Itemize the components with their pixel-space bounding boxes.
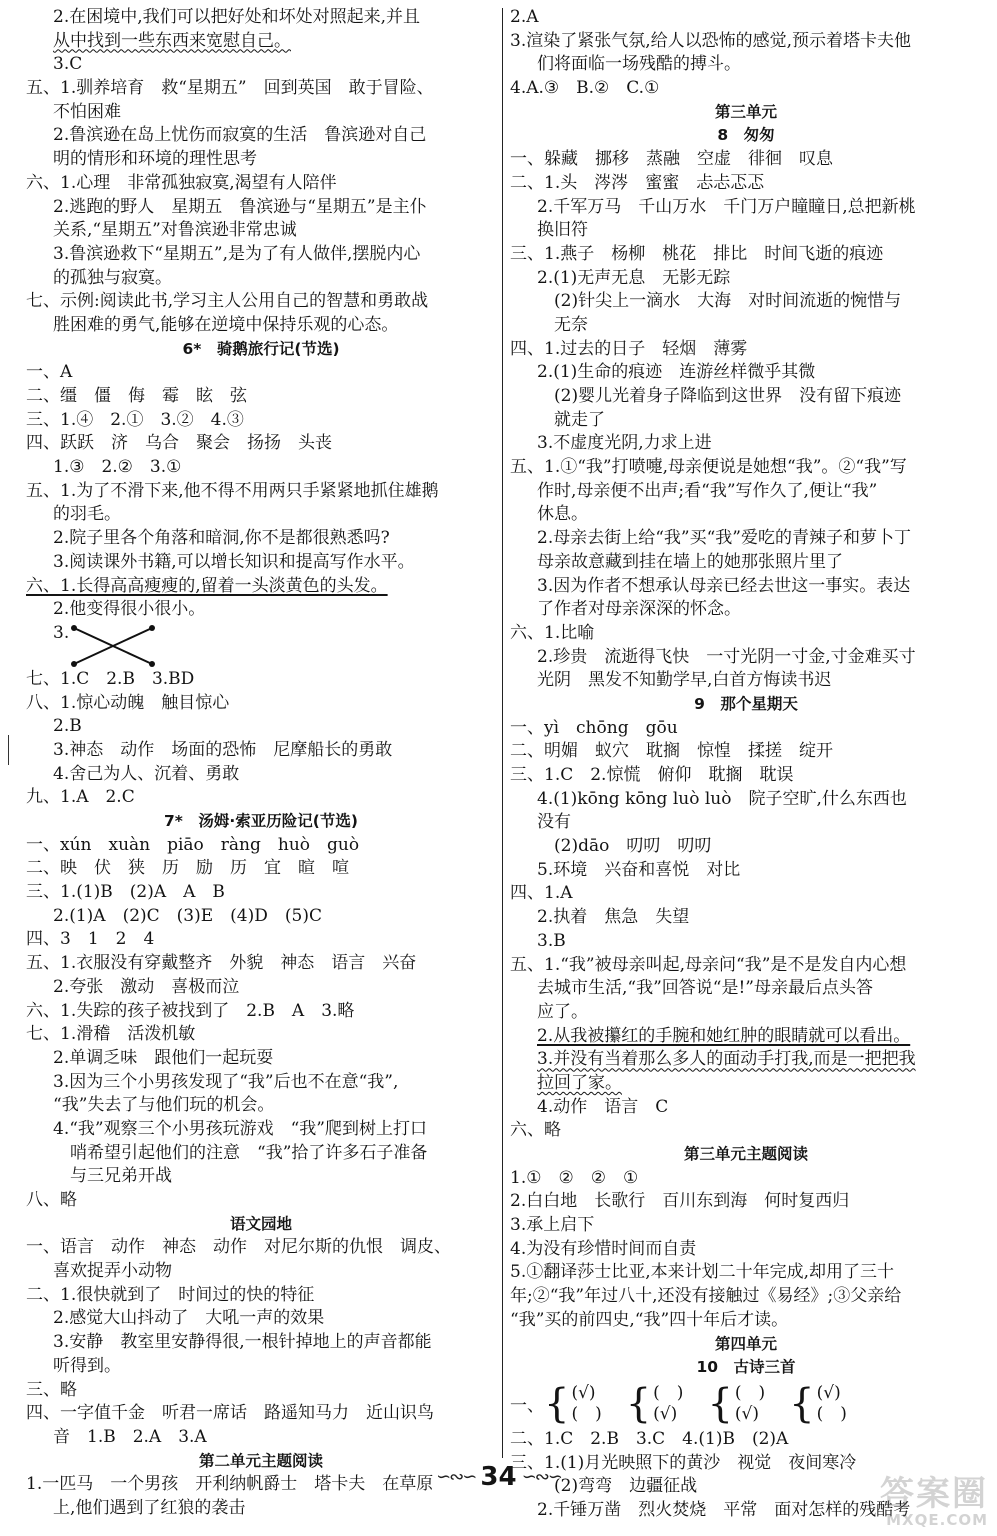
brace-icon: { <box>789 1380 815 1427</box>
answer-line: 明的情形和环境的理性思考 <box>53 149 257 170</box>
answer-line: 二、映 伏 狭 历 励 历 宜 暄 喧 <box>26 858 349 879</box>
brace-choice: (√) <box>653 1403 678 1424</box>
answer-line: 3.因为作者不想承认母亲已经去世这一事实。表达 <box>537 575 911 596</box>
answer-line: 音 1.B 2.A 3.A <box>53 1426 207 1447</box>
section-heading: 9 那个星期天 <box>694 694 798 713</box>
answer-line: 3.渲染了紧张气氛,给人以恐怖的感觉,预示着塔卡夫他 <box>510 30 912 51</box>
answer-line: 拉回了家。 <box>537 1072 622 1093</box>
answer-line: 2.夸张 激动 喜极而泣 <box>53 976 240 997</box>
section-heading: 8 匆匆 <box>717 126 775 145</box>
section-heading: 第二单元主题阅读 <box>198 1451 323 1470</box>
answer-line: 4.动作 语言 C <box>537 1096 669 1117</box>
answer-line: 了作者对母亲深深的怀念。 <box>537 599 741 620</box>
ornament-right-icon: ∽∾∽ <box>521 1466 561 1488</box>
matching-label: 3. <box>53 622 70 643</box>
brace-choice: ( ) <box>816 1403 847 1424</box>
cross-lines-icon <box>68 624 168 668</box>
answer-line: 2.白白地 长歌行 百川东到海 何时复西归 <box>510 1191 850 1212</box>
page-number: 34 <box>480 1462 517 1492</box>
answer-line: 1.① ② ② ① <box>510 1167 639 1188</box>
brace-choice: (√) <box>734 1403 759 1424</box>
brace-icon: { <box>625 1380 652 1427</box>
answer-line: 二、1.头 涔涔 蜜蜜 忐忐忑忑 <box>510 172 765 193</box>
answer-line: 2.母亲去街上给“我”买“我”爱吃的青辣子和萝卜丁 <box>537 528 911 549</box>
section-heading: 第三单元主题阅读 <box>683 1145 808 1163</box>
answer-line: 四、3 1 2 4 <box>26 929 155 950</box>
answer-line: 3.鲁滨逊救下“星期五”,是为了有人做伴,摆脱内心 <box>53 243 421 264</box>
answer-line: 六、1.比喻 <box>510 622 595 643</box>
answer-line: 六、1.失踪的孩子被找到了 2.B A 3.略 <box>26 1000 355 1021</box>
answer-line: 就走了 <box>554 409 605 430</box>
answer-line: 四、1.A <box>510 883 573 904</box>
answer-line: 作时,母亲便不出声;看“我”写作久了,便让“我” <box>537 480 878 501</box>
answer-line: 七、1.C 2.B 3.BD <box>26 668 195 689</box>
answer-line: 5.环境 兴奋和喜悦 对比 <box>537 859 741 880</box>
answer-line: 二、1.C 2.B 3.C 4.(1)B (2)A <box>510 1428 789 1449</box>
brace-group <box>544 1380 602 1427</box>
answer-line: 母亲故意藏到挂在墙上的她那张照片里了 <box>537 551 843 572</box>
answer-line: (2)弯弯 边疆征战 <box>554 1476 698 1497</box>
answer-line: “我”失去了与他们玩的机会。 <box>53 1095 275 1116</box>
answer-line: 上,他们遇到了红狼的袭击 <box>53 1497 246 1518</box>
answer-line: 2.A <box>510 7 539 27</box>
answer-line: 四、1.过去的日子 轻烟 薄雾 <box>510 338 748 359</box>
answer-line: 2.(1)无声无息 无影无踪 <box>537 267 731 288</box>
answer-line: 的羽毛。 <box>53 504 121 525</box>
answer-line: 4.舍己为人、沉着、勇敢 <box>53 763 240 784</box>
answer-line: 三、1.④ 2.① 3.② 4.③ <box>26 409 244 430</box>
answer-line: 七、示例:阅读此书,学习主人公用自己的智慧和勇敢战 <box>26 291 429 312</box>
answer-line: 4.为没有珍惜时间而自责 <box>510 1238 697 1259</box>
answer-line: 3.神态 动作 场面的恐怖 尼摩船长的勇敢 <box>53 739 393 760</box>
answer-line: 4.A.③ B.② C.① <box>510 78 660 99</box>
answer-line: 六、略 <box>510 1120 561 1141</box>
answer-line: 3.因为三个小男孩发现了“我”后也不在意“我”, <box>53 1071 399 1092</box>
answer-line: 五、1.为了不滑下来,他不得不用两只手紧紧地抓住雄鹅 <box>26 480 439 501</box>
answer-line: 3.安静 教室里安静得很,一根针掉地上的声音都能 <box>53 1332 432 1353</box>
answer-line: (2)dāo 叨叨 叨叨 <box>554 836 712 857</box>
answer-line: 四、跃跃 济 乌合 聚会 扬扬 头丧 <box>26 433 332 454</box>
answer-line: 二、明媚 蚁穴 耽搁 惊惶 揉搓 绽开 <box>510 741 833 762</box>
watermark-logo <box>798 1476 988 1532</box>
brace-prefix: 一、 <box>510 1396 544 1417</box>
answer-line: 关系,“星期五”对鲁滨逊非常忠诚 <box>53 220 297 241</box>
answer-line: 4.(1)kōng kōng luò luò 院子空旷,什么东西也 <box>537 788 907 809</box>
answer-line: 喜欢捉弄小动物 <box>53 1261 172 1282</box>
answer-line: 五、1.①“我”打喷嚏,母亲便说是她想“我”。②“我”写 <box>510 457 907 478</box>
answer-line: 哨希望引起他们的注意 “我”拾了许多石子准备 <box>70 1142 428 1163</box>
answer-line: 六、1.长得高高瘦瘦的,留着一头淡黄色的头发。 <box>26 575 388 596</box>
answer-line: 1.③ 2.② 3.① <box>53 457 182 478</box>
answer-line: 九、1.A 2.C <box>26 787 135 808</box>
answer-line: 3.阅读课外书籍,可以增长知识和提高写作水平。 <box>53 551 415 572</box>
brace-group <box>707 1380 766 1427</box>
answer-line: 2.千军万马 千山万水 千门万户瞳瞳日,总把新桃 <box>537 196 916 217</box>
brace-choice: (√) <box>816 1382 841 1403</box>
answer-line: 去城市生活,“我”回答说“是!”母亲最后点头答 <box>537 978 873 999</box>
brace-answers <box>510 1380 982 1428</box>
answer-line: 一、语言 动作 神态 动作 对尼尔斯的仇恨 调皮、 <box>26 1237 451 1258</box>
left-column <box>26 6 496 1518</box>
answer-line: 二、缰 僵 侮 霉 眩 弦 <box>26 386 247 406</box>
section-heading: 6* 骑鹅旅行记(节选) <box>182 339 340 358</box>
answer-line: (2)针尖上一滴水 大海 对时间流逝的惋惜与 <box>554 291 902 312</box>
answer-line: 2.院子里各个角落和暗洞,你不是都很熟悉吗? <box>53 528 390 549</box>
answer-line: 八、1.惊心动魄 触目惊心 <box>26 692 230 713</box>
brace-choice: (√) <box>571 1382 596 1403</box>
answer-line: 一、xún xuàn piāo ràng huò guò <box>26 834 360 855</box>
brace-choice: ( ) <box>734 1382 766 1403</box>
answer-line: 三、1.(1)月光映照下的黄沙 视觉 夜间寒冷 <box>510 1452 857 1473</box>
answer-line: 应了。 <box>537 1001 588 1022</box>
section-heading: 语文园地 <box>229 1214 292 1233</box>
answer-line: 三、1.(1)B (2)A A B <box>26 882 225 903</box>
ornament-left-icon: ∽∾∽ <box>436 1466 476 1488</box>
brace-choice: ( ) <box>571 1403 602 1424</box>
answer-line: 休息。 <box>537 504 588 525</box>
answer-line: 二、1.很快就到了 时间过的快的特征 <box>26 1284 315 1305</box>
answer-line: 4.“我”观察三个小男孩玩游戏 “我”爬到树上打口 <box>53 1118 427 1139</box>
section-heading: 第四单元 <box>714 1334 777 1353</box>
margin-mark <box>8 735 9 765</box>
answer-line: 三、1.燕子 杨柳 桃花 排比 时间飞逝的痕迹 <box>510 243 884 264</box>
answer-line: 2.他变得很小很小。 <box>53 599 206 620</box>
section-heading: 10 古诗三首 <box>696 1358 796 1377</box>
answer-line: 3.B <box>537 930 566 951</box>
answer-line: 不怕困难 <box>53 101 121 122</box>
answer-line: 无奈 <box>554 314 588 335</box>
answer-line: 七、1.滑稽 活泼机敏 <box>26 1024 196 1045</box>
watermark-url: MXQE.COM <box>886 1511 988 1529</box>
answer-line: 五、1.衣服没有穿戴整齐 外貌 神态 语言 兴奋 <box>26 953 417 974</box>
answer-line: 五、1.“我”被母亲叫起,母亲问“我”是不是发自内心想 <box>510 954 907 975</box>
answer-line: 2.单调乏味 跟他们一起玩耍 <box>53 1047 274 1068</box>
section-heading: 第三单元 <box>714 102 777 121</box>
answer-line: 年;②“我”年过八十,还没有接触过《易经》;③父亲给 <box>510 1286 902 1307</box>
watermark-text: 答案圈 <box>880 1474 988 1514</box>
answer-line: 2.千锤万凿 烈火焚烧 平常 面对怎样的残酷考 <box>537 1499 911 1520</box>
answer-line: 3.并没有当着那么多人的面动手打我,而是一把把我 <box>537 1049 916 1070</box>
brace-choice: ( ) <box>653 1382 684 1403</box>
answer-line: 四、一字值千金 听君一席话 路遥知马力 近山识鸟 <box>26 1403 434 1424</box>
answer-line: 1.一匹马 一个男孩 开利纳帆爵士 塔卡夫 在草原 <box>26 1474 434 1495</box>
answer-line: 2.逃跑的野人 星期五 鲁滨逊与“星期五”是主仆 <box>53 196 427 217</box>
column-divider <box>502 8 503 1458</box>
answer-line: 一、躲藏 挪移 蒸融 空虚 徘徊 叹息 <box>510 149 833 170</box>
answer-line: 的孤独与寂寞。 <box>53 267 172 288</box>
brace-group <box>789 1380 847 1427</box>
brace-group <box>625 1380 684 1427</box>
answer-line: 胜困难的勇气,能够在逆境中保持乐观的心态。 <box>53 314 399 335</box>
answer-line: 5.①翻译莎士比亚,本来计划二十年完成,却用了三十 <box>510 1262 895 1283</box>
section-heading: 7* 汤姆·索亚历险记(节选) <box>164 812 358 830</box>
answer-line: 一、yì chōng gōu <box>510 717 678 738</box>
answer-line: 从中找到一些东西来宽慰自己。 <box>53 30 291 51</box>
answer-line: 六、1.心理 非常孤独寂寞,渴望有人陪伴 <box>26 172 337 193</box>
answer-line: 2.执着 焦急 失望 <box>537 907 690 928</box>
answer-line: 3.承上启下 <box>510 1215 595 1236</box>
answer-line: 三、1.C 2.惊慌 俯仰 耽搁 耽误 <box>510 765 794 785</box>
answer-line: 2.(1)生命的痕迹 连游丝样微乎其微 <box>537 362 816 383</box>
answer-line: 2.(1)A (2)C (3)E (4)D (5)C <box>53 905 322 926</box>
answer-line: 们将面临一场残酷的搏斗。 <box>537 54 741 75</box>
brace-icon: { <box>707 1380 733 1427</box>
matching-lines <box>26 622 496 668</box>
answer-line: (2)婴儿光着身子降临到这世界 没有留下痕迹 <box>554 386 902 406</box>
answer-line: “我”买的前四史,“我”四十年后才读。 <box>510 1309 789 1330</box>
answer-line: 2.B <box>53 716 82 737</box>
answer-line: 换旧符 <box>537 220 588 241</box>
answer-line: 2.从我被攥红的手腕和她红肿的眼睛就可以看出。 <box>537 1025 911 1046</box>
answer-line: 五、1.驯养培育 救“星期五” 回到英国 敢于冒险、 <box>26 78 434 99</box>
answer-line: 3.C <box>53 54 83 75</box>
answer-line: 光阴 黑发不知勤学早,白首方悔读书迟 <box>537 670 832 691</box>
answer-line: 2.在困境中,我们可以把好处和坏处对照起来,并且 <box>53 7 421 27</box>
answer-line: 听得到。 <box>53 1355 121 1376</box>
answer-line: 与三兄弟开战 <box>70 1166 172 1187</box>
answer-line: 一、A <box>26 362 73 383</box>
answer-line: 2.珍贵 流逝得飞快 一寸光阴一寸金,寸金难买寸 <box>537 646 916 667</box>
answer-line: 八、略 <box>26 1190 77 1210</box>
answer-line: 3.不虚度光阴,力求上进 <box>537 433 712 454</box>
brace-icon: { <box>544 1380 570 1427</box>
answer-line: 2.鲁滨逊在岛上忧伤而寂寞的生活 鲁滨逊对自己 <box>53 125 427 146</box>
answer-line: 没有 <box>537 812 571 833</box>
answer-line: 2.感觉大山抖动了 大吼一声的效果 <box>53 1308 325 1329</box>
answer-line: 三、略 <box>26 1379 77 1400</box>
